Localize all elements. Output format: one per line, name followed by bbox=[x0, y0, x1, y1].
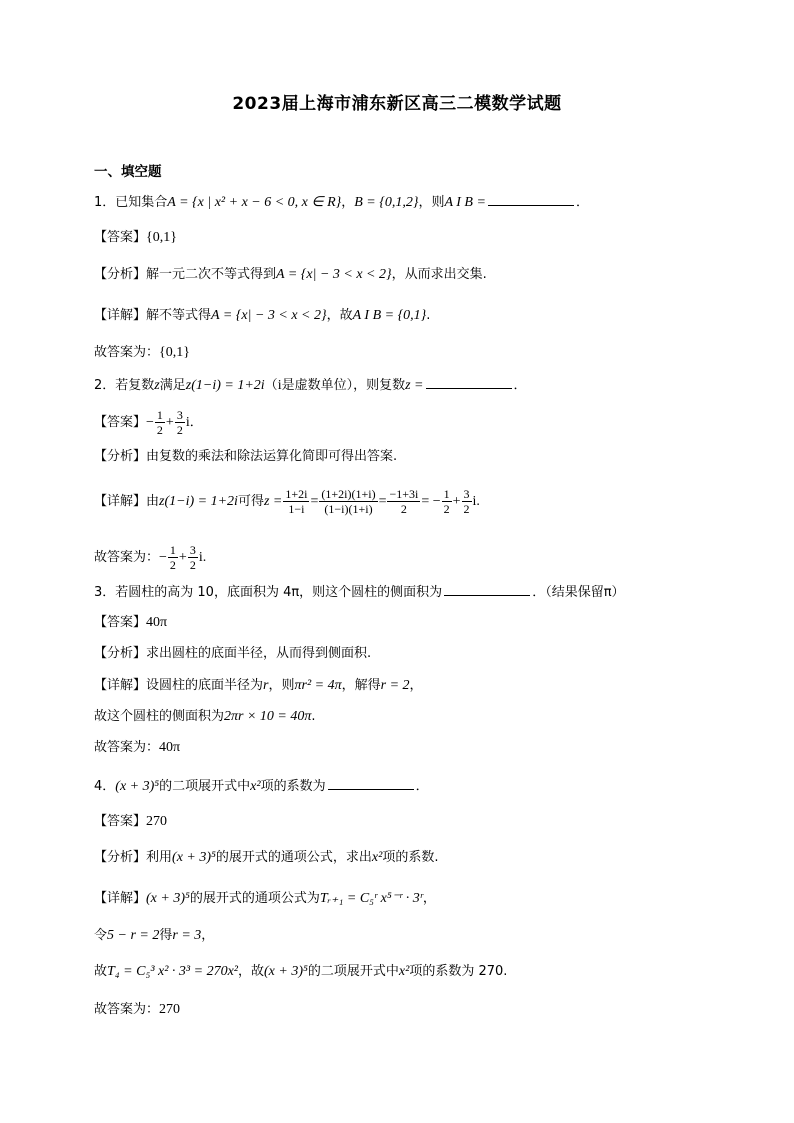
fraction-denominator: 1−i bbox=[288, 502, 305, 516]
q4-line2-b: 得 bbox=[159, 928, 173, 943]
q4-line2-c: ， bbox=[201, 928, 215, 943]
analysis-label: 【分析】 bbox=[94, 449, 147, 464]
q3-analysis bbox=[94, 645, 371, 663]
q1-stem bbox=[94, 193, 589, 212]
q2-i: i bbox=[277, 378, 282, 393]
q2-final-end: i. bbox=[198, 550, 207, 565]
q3-final bbox=[94, 739, 180, 757]
q2-text-d: 是虚数单位），则复数 bbox=[281, 378, 406, 393]
q1-detail bbox=[94, 307, 430, 325]
equals-minus: = − bbox=[421, 494, 441, 509]
section-heading: 一、填空题 bbox=[94, 164, 162, 180]
q4-line3-b: ，故 bbox=[238, 964, 265, 979]
q1-end: ． bbox=[575, 195, 589, 210]
q2-detail bbox=[94, 487, 480, 516]
analysis-label: 【分析】 bbox=[94, 267, 147, 282]
q4-analysis-term: x² bbox=[371, 850, 383, 865]
q2-text-b: 满足 bbox=[159, 378, 186, 393]
q3-equation-1: πr² = 4π bbox=[294, 678, 342, 693]
q4-final-value: 270 bbox=[159, 1002, 181, 1017]
q4-analysis-a: 利用 bbox=[146, 850, 173, 865]
fraction-denominator: 2 bbox=[176, 423, 183, 437]
fraction-numerator: 3 bbox=[176, 408, 183, 422]
q1-set-a: A = {x | x² + x − 6 < 0, x ∈ R} bbox=[167, 195, 342, 210]
equals-sign: = bbox=[310, 494, 319, 509]
q2-answer bbox=[94, 408, 203, 437]
q1-number: 1． bbox=[94, 195, 116, 210]
q2-text-c: （ bbox=[264, 378, 278, 393]
answer-label: 【答案】 bbox=[94, 415, 147, 430]
q2-condition: z(1−i) = 1+2i bbox=[185, 378, 265, 393]
final-label: 故答案为： bbox=[94, 1002, 160, 1017]
q3-equation-2: r = 2 bbox=[380, 678, 410, 693]
q4-text-a: 的二项展开式中 bbox=[159, 779, 251, 794]
q2-answer-end: ． bbox=[189, 415, 203, 430]
plus-sign: + bbox=[165, 415, 174, 430]
q2-end: ． bbox=[513, 378, 527, 393]
fraction-numerator: −1+3i bbox=[389, 487, 419, 501]
q3-equation-3: 2πr × 10 = 40π bbox=[224, 709, 312, 724]
q1-sep: ， bbox=[341, 195, 355, 210]
q4-line3-d: 项的系数为 270. bbox=[409, 964, 508, 979]
q1-analysis-set: A = {x| − 3 < x < 2} bbox=[276, 267, 392, 282]
answer-blank bbox=[444, 583, 530, 596]
fraction-denominator: (1−i)(1+i) bbox=[324, 502, 373, 516]
fraction-denominator: 2 bbox=[156, 423, 163, 437]
q1-text-b: ，则 bbox=[418, 195, 445, 210]
q3-line2-text: 故这个圆柱的侧面积为 bbox=[94, 709, 225, 724]
fraction-numerator: 3 bbox=[463, 487, 470, 501]
fraction-denominator: 2 bbox=[169, 558, 176, 572]
q2-detail-b: 可得 bbox=[237, 494, 264, 509]
q4-line3-c: 的二项展开式中 bbox=[307, 964, 399, 979]
q4-number: 4． bbox=[94, 779, 116, 794]
q4-line2-a: 令 bbox=[94, 928, 108, 943]
q4-line3-equation: T₄ = C₅³ x² · 3³ = 270x² bbox=[107, 964, 238, 979]
q3-line2-end: . bbox=[311, 709, 316, 724]
q1-expr: A I B = bbox=[444, 195, 486, 210]
q4-line2-equation: 5 − r = 2 bbox=[107, 928, 160, 943]
q2-detail-condition: z(1−i) = 1+2i bbox=[159, 494, 238, 509]
q2-stem bbox=[94, 376, 527, 395]
answer-label: 【答案】 bbox=[94, 814, 147, 829]
q1-analysis-b: ，从而求出交集. bbox=[391, 267, 487, 282]
answer-blank bbox=[426, 376, 512, 389]
fraction bbox=[319, 487, 377, 516]
fraction bbox=[188, 543, 198, 572]
q3-radius-symbol: r bbox=[263, 678, 269, 693]
q4-stem bbox=[94, 777, 429, 796]
q1-answer-value: {0,1} bbox=[146, 230, 177, 245]
q1-text-a: 已知集合 bbox=[115, 195, 168, 210]
q3-text: 若圆柱的高为 10，底面积为 4π，则这个圆柱的侧面积为 bbox=[115, 585, 443, 600]
q1-detail-end: . bbox=[426, 308, 431, 323]
q1-analysis-a: 解一元二次不等式得到 bbox=[146, 267, 277, 282]
q4-general-term-formula: Tᵣ₊₁ = C₅ʳ x⁵⁻ʳ · 3ʳ bbox=[319, 891, 423, 906]
answer-label: 【答案】 bbox=[94, 615, 147, 630]
q4-analysis-expression: (x + 3)⁵ bbox=[172, 850, 216, 865]
fraction bbox=[168, 543, 178, 572]
q3-number: 3． bbox=[94, 585, 116, 600]
q3-stem bbox=[94, 583, 625, 602]
page-title: 2023届上海市浦东新区高三二模数学试题 bbox=[232, 94, 562, 114]
q4-detail bbox=[94, 890, 436, 908]
analysis-label: 【分析】 bbox=[94, 850, 147, 865]
q1-detail-result: A I B = {0,1} bbox=[352, 308, 427, 323]
final-label: 故答案为： bbox=[94, 550, 160, 565]
fraction bbox=[175, 408, 185, 437]
q4-answer bbox=[94, 813, 167, 831]
equals-sign: = bbox=[378, 494, 387, 509]
q4-expression: (x + 3)⁵ bbox=[115, 779, 160, 794]
minus-sign: − bbox=[159, 550, 167, 565]
answer-blank bbox=[488, 193, 574, 206]
q2-text-a: 若复数 bbox=[115, 378, 155, 393]
q3-detail-d: ， bbox=[409, 678, 423, 693]
q4-text-b: 项的系数为 bbox=[260, 779, 326, 794]
detail-label: 【详解】 bbox=[94, 494, 147, 509]
detail-label: 【详解】 bbox=[94, 891, 147, 906]
fraction-denominator: 2 bbox=[463, 502, 470, 516]
q1-answer bbox=[94, 229, 177, 247]
fraction-numerator: 1 bbox=[156, 408, 163, 422]
q2-number: 2． bbox=[94, 378, 116, 393]
q3-answer bbox=[94, 614, 167, 632]
q2-z: z bbox=[154, 378, 160, 393]
fraction bbox=[442, 487, 452, 516]
q4-line2-r: r = 3 bbox=[172, 928, 202, 943]
q2-final bbox=[94, 543, 206, 572]
q1-set-b: B = {0,1,2} bbox=[354, 195, 419, 210]
q2-detail-end: i. bbox=[472, 494, 480, 509]
q3-answer-value: 40π bbox=[146, 615, 168, 630]
q3-detail-a: 设圆柱的底面半径为 bbox=[146, 678, 264, 693]
q4-line3-expression: (x + 3)⁵ bbox=[264, 964, 308, 979]
q2-text-e: z = bbox=[405, 378, 424, 393]
q4-analysis-c: 项的系数. bbox=[382, 850, 439, 865]
q4-detail-expression: (x + 3)⁵ bbox=[146, 891, 190, 906]
q1-detail-b: ，故 bbox=[326, 308, 353, 323]
fraction-numerator: 3 bbox=[189, 543, 196, 557]
q3-detail bbox=[94, 677, 423, 695]
minus-sign: − bbox=[146, 415, 154, 430]
plus-sign: + bbox=[178, 550, 187, 565]
detail-label: 【详解】 bbox=[94, 678, 147, 693]
answer-label: 【答案】 bbox=[94, 230, 147, 245]
fraction-numerator: (1+2i)(1+i) bbox=[321, 487, 376, 501]
q1-detail-set: A = {x| − 3 < x < 2} bbox=[211, 308, 327, 323]
q4-detail-b: ， bbox=[422, 891, 436, 906]
fraction-numerator: 1 bbox=[443, 487, 450, 501]
q2-analysis-text: 由复数的乘法和除法运算化简即可得出答案. bbox=[146, 449, 398, 464]
fraction bbox=[387, 487, 420, 516]
q4-end: ． bbox=[415, 779, 429, 794]
q4-answer-value: 270 bbox=[146, 814, 168, 829]
q3-final-value: 40π bbox=[159, 740, 181, 755]
fraction-numerator: 1+2i bbox=[285, 487, 308, 501]
fraction-denominator: 2 bbox=[443, 502, 450, 516]
fraction-denominator: 2 bbox=[189, 558, 196, 572]
fraction-numerator: 1 bbox=[169, 543, 176, 557]
fraction bbox=[283, 487, 309, 516]
q3-analysis-text: 求出圆柱的底面半径，从而得到侧面积. bbox=[146, 646, 372, 661]
q3-detail-b: ，则 bbox=[268, 678, 295, 693]
q4-analysis-b: 的展开式的通项公式，求出 bbox=[215, 850, 372, 865]
q3-end: ．（结果保留π） bbox=[532, 585, 625, 600]
fraction bbox=[155, 408, 165, 437]
q4-line3-term: x² bbox=[398, 964, 410, 979]
final-label: 故答案为： bbox=[94, 345, 160, 360]
q4-detail-line-3 bbox=[94, 963, 507, 981]
q3-detail-c: ，解得 bbox=[341, 678, 381, 693]
detail-label: 【详解】 bbox=[94, 308, 147, 323]
imaginary-unit: i bbox=[185, 415, 190, 430]
q4-line3-a: 故 bbox=[94, 964, 108, 979]
fraction-denominator: 2 bbox=[400, 502, 407, 516]
plus-sign: + bbox=[452, 494, 461, 509]
q4-detail-line-2 bbox=[94, 927, 214, 945]
q1-final bbox=[94, 344, 190, 362]
q2-detail-z: z = bbox=[263, 494, 283, 509]
q1-detail-a: 解不等式得 bbox=[146, 308, 212, 323]
q4-analysis bbox=[94, 849, 438, 867]
q4-final bbox=[94, 1001, 180, 1019]
answer-blank bbox=[328, 777, 414, 790]
q2-detail-a: 由 bbox=[146, 494, 160, 509]
final-label: 故答案为： bbox=[94, 740, 160, 755]
q4-term: x² bbox=[250, 779, 261, 794]
analysis-label: 【分析】 bbox=[94, 646, 147, 661]
q4-detail-a: 的展开式的通项公式为 bbox=[189, 891, 320, 906]
q2-analysis bbox=[94, 448, 397, 466]
q1-final-value: {0,1} bbox=[159, 345, 190, 360]
q3-detail-line-2 bbox=[94, 708, 316, 726]
q1-analysis bbox=[94, 266, 487, 284]
fraction bbox=[462, 487, 472, 516]
